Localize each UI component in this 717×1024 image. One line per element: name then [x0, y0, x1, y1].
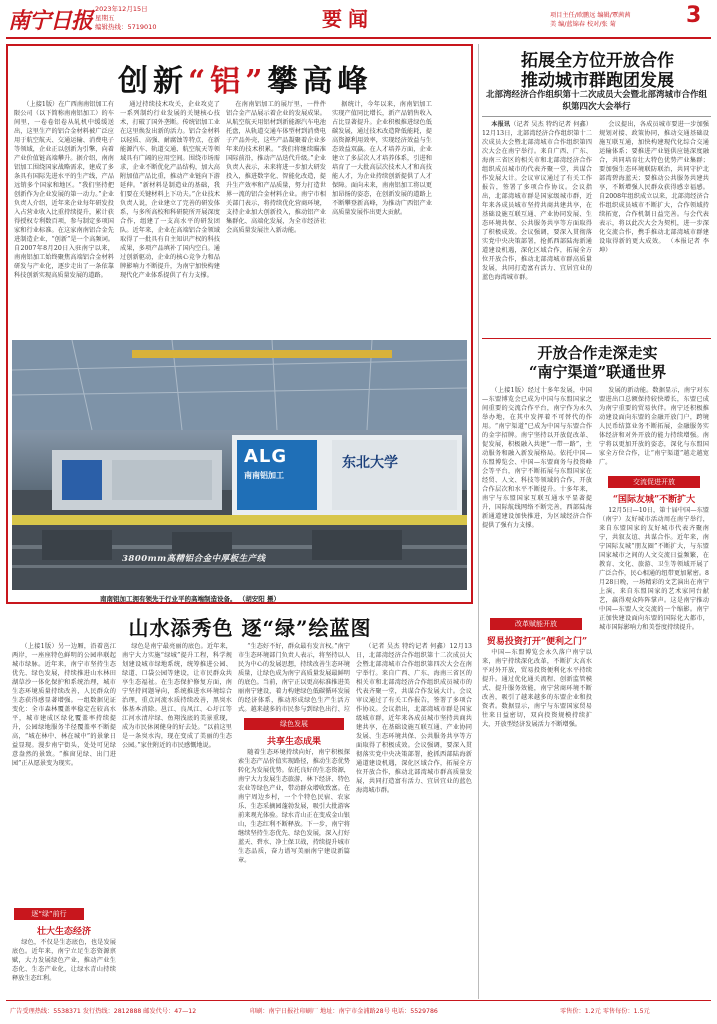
bottom-subhead-title: 共享生态成果 — [266, 737, 321, 747]
right-byline: 本报讯 — [491, 121, 511, 128]
masthead-weekday: 星期五 — [95, 14, 115, 22]
green-text — [12, 938, 116, 994]
bottom-col-1 — [12, 642, 116, 904]
editor-line-2: 美 编/蓝锦春 校对/张 菊 — [550, 21, 616, 28]
headline-pre: 创新 — [118, 64, 188, 99]
nanning-col-2-text: 发展的新动能。数据显示，南宁对东盟进出口总额保持较快增长，东盟已成为南宁重要的贸易伙伴。南宁还积极推动建设面向东盟的金融开放门户，跨境人民币结算业务不断拓展，金融服务实体经济和对外开放的能力持续增强。南宁将以更加开放的姿态，深化与东盟国家全方位合作，让“南宁渠道”越走越宽广。 — [599, 387, 709, 466]
nanning-col-3-text: 12月5日—10日，第十届中国—东盟（南宁）友好城市活动周在南宁举行，来自东盟国家的友好城市代表齐聚南宁，共叙友谊、共谋合作。近年来，南宁国际友城“朋友圈”不断扩大，与东盟国家城市之间的人文交流日益频繁，在教育、文化、旅游、卫生等领域开展了广泛合作，民心相通的纽带更加紧密。8月28日晚，一场精彩的文艺演出在南宁上演，来自东盟国家的艺术家同台献艺，赢得观众阵阵掌声。这是南宁推动中国—东盟人文交流的一个缩影。南宁正加快建设面向东盟的国际化大都市，城市国际影响力和美誉度持续提升。 — [599, 507, 709, 631]
right-column-divider — [478, 44, 479, 999]
exchange-title: “国际友城”不断扩大 — [612, 495, 696, 505]
right-headline-1: 拓展全方位开放合作 — [521, 51, 674, 71]
reform-text — [482, 648, 592, 994]
reform-tag: 改革赋能开放 — [490, 618, 582, 630]
main-col-4-text: 据统计，今年以来，南南铝加工实现产值同比增长，新产品销售收入占比显著提升。企业积极推进绿色低碳发展，通过技术改造降低能耗，提高资源利用效率，实现经济效益与生态效益双赢。在人才培养方面，企业建立了多层次人才培养体系，引进和培育了一大批高层次技术人才和高技能人才，为企业持续创新提供了人才保障。面向未来，南南铝加工将以更加昂扬的姿态，在创新发展的道路上不断攀登新高峰，为推动广西铝产业高质量发展作出更大贡献。 — [332, 101, 432, 216]
photo-sign-2: 东北大学 — [342, 455, 398, 471]
right-headline-2: 推动城市群跑团发展 — [521, 71, 674, 91]
right-subhead: 北部湾经济合作组织第十二次成员大会暨北部湾城市合作组织第四次大会举行 — [485, 90, 707, 112]
exchange-tag: 交流促进开放 — [608, 476, 700, 488]
bottom-col-1-text: （上接1版）另一边厢，沿着邕江两岸，一座座特色鲜明的公园串联起城市绿脉。近年来，南宁市坚持生态优先、绿色发展，持续推进山水林田湖草沙一体化保护和系统治理，城市生态环境质量持续改善，人民群众的生态获得感显著增强。一组数据见证变化：全市森林覆盖率稳定在较高水平，城市建成区绿化覆盖率持续提升，公园绿地服务半径覆盖率不断提高，“城在林中、林在城中”的景象日益显现。漫步南宁街头，处处可见绿意盎然的景致。“推窗见绿、出门进园”正从愿景变为现实。 — [12, 643, 116, 767]
footer-left: 广告受理热线：5538371 发行热线：2812888 邮发代号：47—12 — [10, 1008, 197, 1015]
hotline-number: 5719010 — [127, 23, 157, 31]
nanning-headline-2: “南宁渠道”联通世界 — [528, 363, 667, 381]
main-col-3-text: 在南南铝加工的展厅里，一件件铝合金产品展示着企业的发展成果。从航空航天用铝材到新能源汽车电池托盘，从轨道交通车体型材到消费电子产品外壳，这些产品凝聚着企业多年来的技术积累。“我们将继续瞄准国际前沿，推动产品迭代升级。”企业负责人表示，未来将进一步加大研发投入，推进数字化、智能化改造，提升生产效率和产品质量，努力打造世界一流的铝合金材料企业。南宁市相关部门表示，将持续优化营商环境，支持企业加大创新投入，推动铝产业集群化、高端化发展，为全市经济社会高质量发展注入新动能。 — [226, 101, 326, 234]
green-tag: 逐“绿”前行 — [14, 908, 84, 920]
main-col-1-text: （上接1版）在广西南南铝加工有限公司（以下简称南南铝加工）的车间里，一卷卷铝卷从轧机中缓缓送出，这里生产的铝合金材料被广泛应用于航空航天、交通运输、消费电子等领域，企业正以创新为引擎，向着产业价值链高端攀升。据介绍，南南铝加工围绕国家战略需求，建成了多条具有国际先进水平的生产线，产品远销多个国家和地区。“我们坚持把创新作为企业发展的第一动力。”企业负责人介绍，近年来企业每年研发投入占营业收入比重持续提升，累计获得授权专利数百项，参与制定多项国家和行业标准。在这家南南铝合金先进制造企业，“创新”是一个高频词。自2007年8月20日入驻南宁以来，南南铝加工始终聚焦高端铝合金材料研发与产业化，逐步走出了一条依靠科技创新实现高质量发展的道路。 — [14, 101, 114, 279]
masthead — [0, 0, 717, 38]
main-headline — [118, 56, 428, 99]
right-col-2 — [599, 120, 709, 330]
hotline-label: 编辑热线 — [95, 23, 121, 31]
editor-line-1: 项目主任/欧鹏远 编辑/覃茜茜 — [550, 12, 631, 19]
main-col-2-text: 通过持续技术攻关，企业攻克了一系列制约行业发展的关键核心技术，打破了国外垄断。传统铝加工业在这里焕发出新的活力。铝合金材料以轻质、高强、耐腐蚀等特点，在新能源汽车、轨道交通、航空航天等领域具有广阔的应用空间。围绕市场需求，企业不断优化产品结构，加大高附加值产品比重，推动产业链向下游延伸。“新材料是制造业的基础，我们要在关键材料上下功夫。”企业技术负责人说，企业建立了完善的研发体系，与多所高校和科研院所开展深度合作，组建了一支高水平的研发团队。近年来，企业在高端铝合金领域取得了一批具有自主知识产权的科技成果，多项产品填补了国内空白。通过创新驱动，企业的核心竞争力和品牌影响力不断提升，为南宁加快构建现代化产业体系提供了有力支撑。 — [120, 101, 220, 279]
main-col-3 — [226, 100, 326, 335]
right-col-1-text: （记者 吴杰 特约记者 何鑫）12月13日，北部湾经济合作组织第十二次成员大会暨北部湾城市合作组织第四次大会在南宁举行。来自广西、广东、海南三省区的相关市和北部湾经济合作组织成员城市的代表齐聚一堂，共谋合作发展大计。会议审议通过了有关工作报告，签署了多项合作协议。会议指出，北部湾城市群是国家级城市群，近年来各成员城市坚持共商共建共享，在基础设施互联互通、产业协同发展、生态环境共保、公共服务共享等方面取得了积极成效。会议强调，要深入贯彻落实党中央决策部署，抢抓西部陆海新通道建设机遇，深化区域合作，拓展全方位开放合作，推动北部湾城市群高质量发展，共同打造富有活力、宜居宜业的蓝色海湾城市群。 — [482, 121, 592, 281]
green-title: 壮大生态经济 — [36, 927, 91, 937]
right-col-1-para — [482, 120, 592, 282]
nanning-col-3 — [599, 506, 709, 994]
bottom-col-2 — [122, 642, 232, 994]
reform-text-body: 中国—东盟博览会永久落户南宁以来，南宁持续深化改革，不断扩大高水平对外开放，贸易投资便利化水平持续提升。通过优化通关流程、创新监管模式、提升服务效能，南宁营商环境不断改善，吸引了越来越多的东盟企业和投资者。数据显示，南宁与东盟国家贸易往来日益密切，双向投资规模持续扩大，开放型经济发展活力不断增强。 — [482, 649, 592, 728]
nanning-headline-1: 开放合作走深走实 — [537, 344, 658, 362]
nanning-col-1-text: （上接1版）经过十多年发展，中国—东盟博览会已成为中国与东盟国家之间重要的交流合作平台，南宁作为永久举办地，在其中发挥着不可替代的作用。“南宁渠道”已成为中国与东盟合作的金字招牌。南宁坚持以开放促改革、促发展，积极融入共建“一带一路”，主动服务和融入新发展格局。依托中国—东盟博览会、中国—东盟商务与投资峰会等平台，南宁不断拓展与东盟国家在经贸、人文、科技等领域的合作，开放合作层次和水平不断提升。十多年来，南宁与东盟国家互联互通水平显著提升，国际航线网络不断完善，西部陆海新通道建设加快推进，为区域经济合作提供了强有力支撑。 — [482, 387, 592, 529]
bottom-col-4 — [356, 642, 472, 994]
main-col-4 — [332, 100, 432, 335]
masthead-logo: 南宁日报 — [8, 8, 93, 34]
nanning-col-1 — [482, 386, 592, 614]
nanning-col-2 — [599, 386, 709, 472]
photo-banner: 3800mm高精铝合金中厚板生产线 — [122, 554, 266, 564]
bottom-col-3-top — [238, 642, 350, 714]
footer-center: 印刷：南宁日报社印刷厂 地址：南宁市金浦路28号 电话：5529786 — [250, 1008, 438, 1015]
right-col-1 — [482, 120, 592, 330]
headline-key: “铝” — [188, 64, 268, 99]
photo-caption: 南南铝加工拥有领先于行业平的高端制造设备。 （胡安阳 摄） — [100, 595, 281, 603]
footer-right: 零售价：1.2元 零售每份：1.5元 — [560, 1008, 650, 1015]
right-col-2-text: 会议提出，各成员城市要进一步加强规划对接、政策协同，推动交通基础设施互联互通，加快构建现代化综合交通运输体系；要推进产业链供应链深度融合，共同培育壮大特色优势产业集群；要加强生态环境联防联治，共同守护北部湾碧海蓝天；要推动公共服务共建共享，不断增强人民群众获得感幸福感。自2008年组织成立以来，北部湾经济合作组织成员城市不断扩大，合作领域持续拓宽，合作机制日益完善。与会代表表示，将以此次大会为契机，进一步深化交流合作，携手推动北部湾城市群建设取得新的更大成效。 （本报记者 李坤） — [599, 121, 709, 254]
bottom-col-3-text: 随着生态环境持续向好，南宁积极探索生态产品价值实现路径，推动生态优势转化为发展优势。依托良好的生态资源，南宁大力发展生态旅游、林下经济、特色农业等绿色产业，带动群众增收致富。在南宁周边乡村，一个个特色民宿、农家乐、生态采摘园蓬勃发展，吸引大批游客前来观光体验。绿水青山正在变成金山银山，生态红利不断释放。下一步，南宁将继续坚持生态优先、绿色发展，深入打好蓝天、碧水、净土保卫战，持续提升城市生态品质，奋力谱写美丽南宁建设新篇章。 — [238, 749, 350, 864]
green-text-body: 绿色，不仅是生态底色，也是发展底色。近年来，南宁立足生态资源禀赋，大力发展绿色产业，推动产业生态化、生态产业化，让绿水青山持续释放生态红利。 — [12, 939, 116, 982]
main-col-1 — [14, 100, 114, 335]
right-divider — [482, 338, 711, 339]
masthead-rule — [6, 37, 711, 39]
factory-photo — [12, 340, 467, 590]
reform-title: 贸易投资打开“便利之门” — [486, 637, 588, 647]
main-col-2 — [120, 100, 220, 335]
bottom-col-3 — [238, 748, 350, 994]
bottom-col-4-text: （记者 吴杰 特约记者 何鑫）12月13日，北部湾经济合作组织第十二次成员大会暨北部湾城市合作组织第四次大会在南宁举行。来自广西、广东、海南三省区的相关市和北部湾经济合作组织成员城市的代表齐聚一堂，共谋合作发展大计。会议审议通过了有关工作报告，签署了多项合作协议。会议指出，北部湾城市群是国家级城市群，近年来各成员城市坚持共商共建共享，在基础设施互联互通、产业协同发展、生态环境共保、公共服务共享等方面取得了积极成效。会议强调，要深入贯彻落实党中央决策部署，抢抓西部陆海新通道建设机遇，深化区域合作，拓展全方位开放合作，推动北部湾城市群高质量发展，共同打造富有活力、宜居宜业的蓝色海湾城市群。 — [356, 643, 472, 794]
section-title: 要闻 — [322, 7, 374, 31]
page-number: 3 — [686, 3, 702, 28]
bottom-col-2-text: 绿色是南宁最亮丽的底色。近年来，南宁大力实施“绿城”提升工程，科学规划建设城市绿地系统，统筹推进公园、绿道、口袋公园等建设，让市民群众共享生态福祉。在生态保护修复方面，南宁坚持问题导向，系统推进水环境综合治理，重点河流水质持续改善，黑臭水体基本消除。邕江、良凤江、心圩江等江河水清岸绿、鱼翔浅底的美景重现，成为市民休闲健身的好去处。“以前这里是一条臭水沟，现在变成了美丽的生态公园。”家住附近的市民感慨地说。 — [122, 643, 232, 749]
photo-brand: ALG — [244, 446, 288, 467]
bottom-subhead-tag: 绿色发展 — [244, 718, 344, 730]
masthead-date: 2023年12月15日 — [95, 5, 148, 13]
bottom-headline: 山水添秀色 逐“绿”绘蓝图 — [128, 616, 372, 640]
masthead-hotline: 编辑热线：5719010 — [95, 23, 157, 31]
footer-rule — [6, 1000, 711, 1001]
right-subhead-rule — [482, 116, 711, 117]
photo-sign-1: 南南铝加工 — [244, 470, 284, 480]
headline-post: 攀高峰 — [267, 64, 373, 99]
bottom-col-3-top-text: “生态好不好，群众最有发言权。”南宁市生态环境部门负责人表示，将坚持以人民为中心的发展思想，持续改善生态环境质量，让绿色成为南宁高质量发展最鲜明的底色。当前，南宁正以更高标准推进美丽南宁建设，着力构建绿色低碳循环发展的经济体系，推动形成绿色生产生活方式。越来越多的市民参与到绿色出行、垃 — [238, 643, 350, 713]
